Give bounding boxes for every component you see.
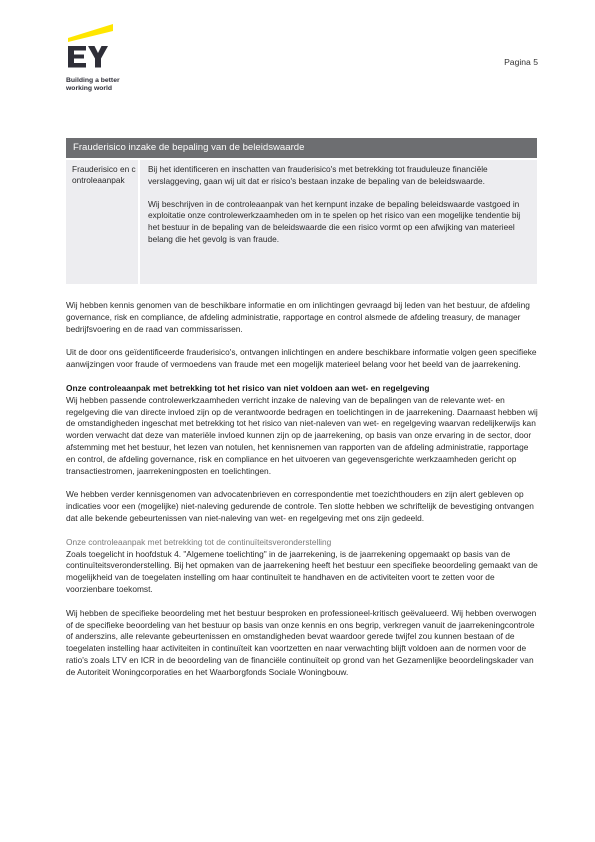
paragraph-inquiries: Wij hebben kennis genomen van de beschikbare informatie en om inlichtingen gevraagd bij leden van het bestuur, de afdeling governance, risk en compliance, de afdeling administratie, rapportage en control alsmede de afdeling treasury, de manager bedrijfsvoering en de raad van commissarissen.	[66, 300, 530, 334]
fraud-risk-paragraph-2: Wij beschrijven in de controleaanpak van het kernpunt inzake de bepaling beleidswaarde vastgoed in exploitatie onze controlewerkzaamheden om in te spelen op het risico van een mogelijke tendentie bij het bestuur in de bepaling van de beleidswaarde die een risico vormt op een afwijking van materieel belang die het gevolg is van fraude.	[148, 198, 521, 244]
tagline-line-2: working world	[66, 85, 113, 92]
paragraph-compliance-followup: We hebben verder kennisgenomen van advocatenbrieven en correspondentie met toezichthouders en zijn alert gebleven op indicaties voor een (mogelijke) niet-naleving gedurende de controle. Ten slotte hebben we schriftelijk de bevestiging ontvangen dat alle bekende gebeurtenissen van niet-naleving van wet- en regelgeving met ons zijn gedeeld.	[66, 489, 534, 523]
paragraph-fraud-conclusion: Uit de door ons geïdentificeerde frauderisico's, ontvangen inlichtingen en andere beschikbare informatie volgen geen specifieke aanwijzingen voor fraude of vermoedens van fraude met een mogelijk materieel belang voor het beeld van de jaarrekening.	[66, 347, 537, 370]
ey-logo-icon	[66, 22, 126, 74]
fraud-risk-text	[140, 160, 537, 284]
paragraph-compliance-procedures: Wij hebben passende controlewerkzaamheden verricht inzake de naleving van de bepalingen van de relevante wet- en regelgeving die van directe invloed zijn op de verantwoorde bedragen en toelichtingen in de jaarrekening. Daarnaast hebben wij de omstandigheden ingeschat met betrekking tot het risico van niet-naleven van wet- en regelgeving waarvan redelijkerwijs kan worden verwacht dat deze van materiële invloed kunnen zijn op de jaarrekening, op basis van onze ervaring in de sector, door afstemming met het bestuur, het lezen van notulen, het kennisnemen van rapporten van de afdeling administratie, rapportage en control, de afdeling governance, risk en compliance en het uitvoeren van gegevensgerichte werkzaamheden gericht op transactiestromen, jaarrekeningposten en toelichtingen.	[66, 394, 538, 476]
paragraph-going-concern-evaluation: Wij hebben de specifieke beoordeling met het bestuur besproken en professioneel-kritisch geëvalueerd. Wij hebben overwogen of de specifieke beoordeling van het bestuur op basis van onze kennis en ons begrip, verkregen vanuit de jaarrekeningcontrole of anderszins, alle relevante gebeurtenissen en omstandigheden bevat waardoor gerede twijfel zou kunnen bestaan of de toegelaten instelling haar activiteiten in continuïteit kan voortzetten en naar verwachting blijft voldoen aan de normen voor de ratio's zoals LTV en ICR in de beoordeling van de financiële continuïteit op grond van het Gezamenlijke beoordelingskader van de Autoriteit Woningcorporaties en het Waarborgfonds Sociale Woningbouw.	[66, 607, 537, 677]
fraud-risk-label: Frauderisico en controleaanpak	[66, 160, 140, 284]
section-going-concern	[66, 537, 540, 596]
page-number: Pagina 5	[504, 57, 538, 67]
tagline-line-1: Building a better	[66, 77, 120, 84]
paragraph-going-concern-basis: Zoals toegelicht in hoofdstuk 4. "Algemene toelichting" in de jaarrekening, is de jaarrekening opgemaakt op basis van de continuïteitsveronderstelling. Bij het opmaken van de jaarrekening heeft het bestuur een specifieke beoordeling gemaakt van de mogelijkheid van de toegelaten instelling om haar continuïteit te handhaven en de activiteiten voort te zetten voor de voorzienbare toekomst.	[66, 548, 538, 594]
fraud-risk-paragraph-1: Bij het identificeren en inschatten van frauderisico's met betrekking tot frauduleuze financiële verslaggeving, gaan wij uit dat er risico's bestaan inzake de bepaling van de beleidswaarde.	[148, 164, 488, 186]
section-compliance	[66, 383, 540, 477]
brand-tagline	[66, 77, 156, 93]
heading-compliance: Onze controleaanpak met betrekking tot het risico van niet voldoen aan wet- en regelgeving	[66, 382, 430, 393]
fraud-risk-box	[66, 138, 537, 284]
fraud-risk-title: Frauderisico inzake de bepaling van de beleidswaarde	[66, 138, 537, 158]
heading-going-concern: Onze controleaanpak met betrekking tot de continuïteitsveronderstelling	[66, 536, 332, 547]
fraud-risk-body	[66, 160, 537, 284]
body-content	[66, 300, 540, 691]
